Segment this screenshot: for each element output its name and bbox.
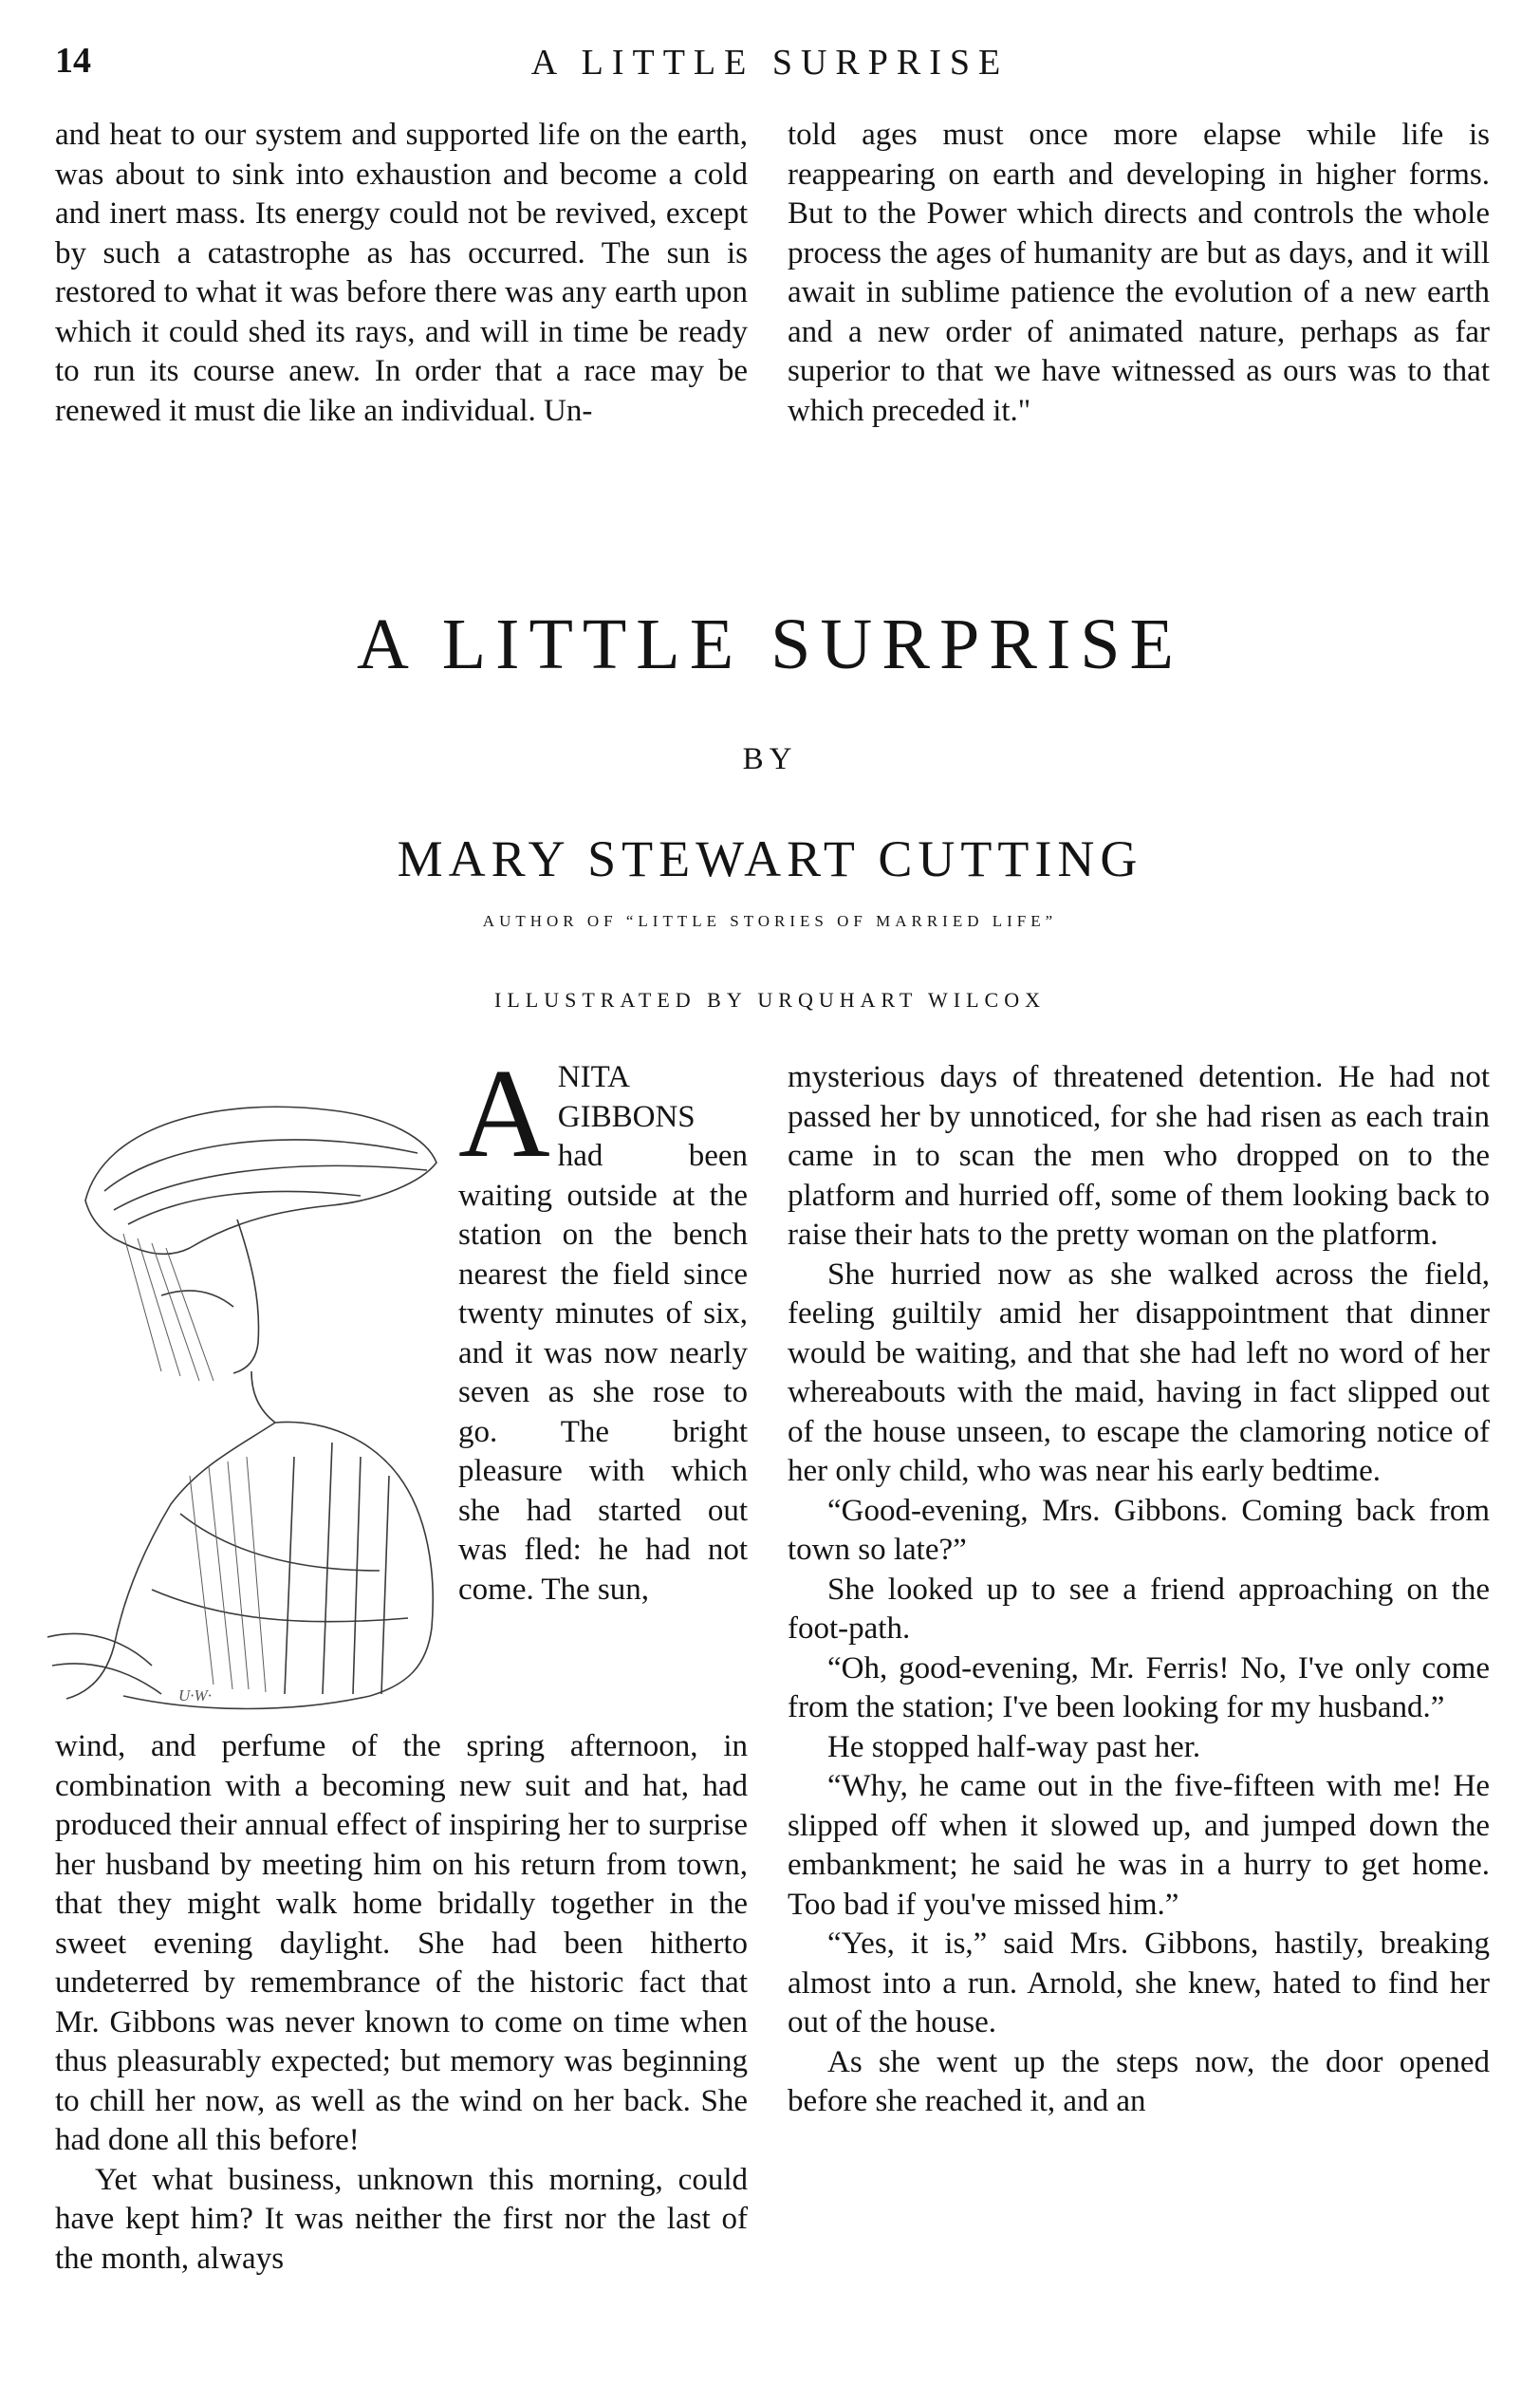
story-left-column bbox=[55, 1727, 748, 2279]
running-head bbox=[0, 40, 1540, 97]
story-paragraph: He stopped half-way past her. bbox=[827, 1729, 1201, 1764]
illustration-signature: U·W· bbox=[178, 1686, 212, 1704]
story-paragraph: She looked up to see a friend approaching on the foot-path. bbox=[788, 1572, 1490, 1646]
story-paragraph: She hurried now as she walked across the field, feeling guiltily amid her disappointment that dinner would be waiting, and that she had left no word of her whereabouts with the maid, having in fact slipped out of the house unseen, to escape the clamoring notice of her only child, who was near his early bedtime. bbox=[788, 1257, 1490, 1488]
previous-story-left-column bbox=[55, 116, 748, 431]
story-paragraph: “Good-evening, Mrs. Gibbons. Coming back from town so late?” bbox=[788, 1493, 1490, 1567]
drop-cap: A bbox=[458, 1043, 550, 1183]
illustrator-credit: ILLUSTRATED BY URQUHART WILCOX bbox=[494, 988, 1046, 1012]
opening-wrapped-column bbox=[458, 1043, 748, 1610]
page-number: 14 bbox=[55, 41, 91, 81]
running-title: A LITTLE SURPRISE bbox=[530, 43, 1010, 83]
opening-wrapped-text: NITA GIBBONS had been waiting outside at the station on the bench nearest the field since twenty minutes of six, and it was now nearly seven as she rose to go. The bright pleasure with which she had started out was fled: he had not come. The sun, bbox=[458, 1060, 748, 1607]
story-paragraph: As she went up the steps now, the door opened before she reached it, and an bbox=[788, 2044, 1490, 2118]
woman-portrait-sketch bbox=[47, 1058, 455, 1722]
story-paragraph: “Yes, it is,” said Mrs. Gibbons, hastily, breaking almost into a run. Arnold, she knew, hated to find her out of the house. bbox=[788, 1927, 1490, 2039]
previous-story-left-text: and heat to our system and supported life on the earth, was about to sink into exhaustion and become a cold and inert mass. Its energy could not be revived, except by such a catastrophe as has occurred. The sun is restored to what it was before there was any earth upon which it could shed its rays, and will in time be ready to run its course anew. In order that a race may be renewed it must die like an individual. Un- bbox=[55, 118, 748, 428]
story-paragraph: mysterious days of threatened detention. He had not passed her by unnoticed, for she had risen as each train came in to scan the men who dropped on to the platform and hurried off, some of them looking back to raise their hats to the pretty woman on the platform. bbox=[788, 1060, 1490, 1252]
story-right-column bbox=[788, 1058, 1490, 2122]
author-note: AUTHOR OF “LITTLE STORIES OF MARRIED LIFE” bbox=[482, 912, 1058, 930]
author-name: MARY STEWART CUTTING bbox=[397, 830, 1143, 887]
previous-story-right-column bbox=[788, 116, 1490, 431]
story-paragraph: Yet what business, unknown this morning, could have kept him? It was neither the first nor the last of the month, always bbox=[55, 2162, 748, 2276]
article-title: A LITTLE SURPRISE bbox=[357, 605, 1183, 684]
byline-by: BY bbox=[742, 742, 798, 776]
woman-portrait-illustration bbox=[47, 1058, 455, 1722]
story-paragraph: “Oh, good-evening, Mr. Ferris! No, I've only come from the station; I've been looking for my husband.” bbox=[788, 1650, 1490, 1724]
previous-story-right-text: told ages must once more elapse while life is reappearing on earth and developing in higher forms. But to the Power which directs and controls the whole process the ages of humanity are but as days, and it will await in sublime patience the evolution of a new earth and a new order of animated nature, perhaps as far superior to that we have witnessed as ours was to that which preceded it." bbox=[788, 118, 1490, 428]
story-paragraph: “Why, he came out in the five-fifteen with me! He slipped off when it slowed up, and jumped down the embankment; he said he was in a hurry to get home. Too bad if you've missed him.” bbox=[788, 1769, 1490, 1922]
story-paragraph: wind, and perfume of the spring afternoon, in combination with a becoming new suit and hat, had produced their annual effect of inspiring her to surprise her husband by meeting him on his return from town, that they might walk home bridally together in the sweet evening daylight. She had been hitherto undeterred by remembrance of the historic fact that Mr. Gibbons was never known to come on time when thus pleasurably expected; but memory was beginning to chill her now, as well as the wind on her back. She had done all this before! bbox=[55, 1729, 748, 2157]
